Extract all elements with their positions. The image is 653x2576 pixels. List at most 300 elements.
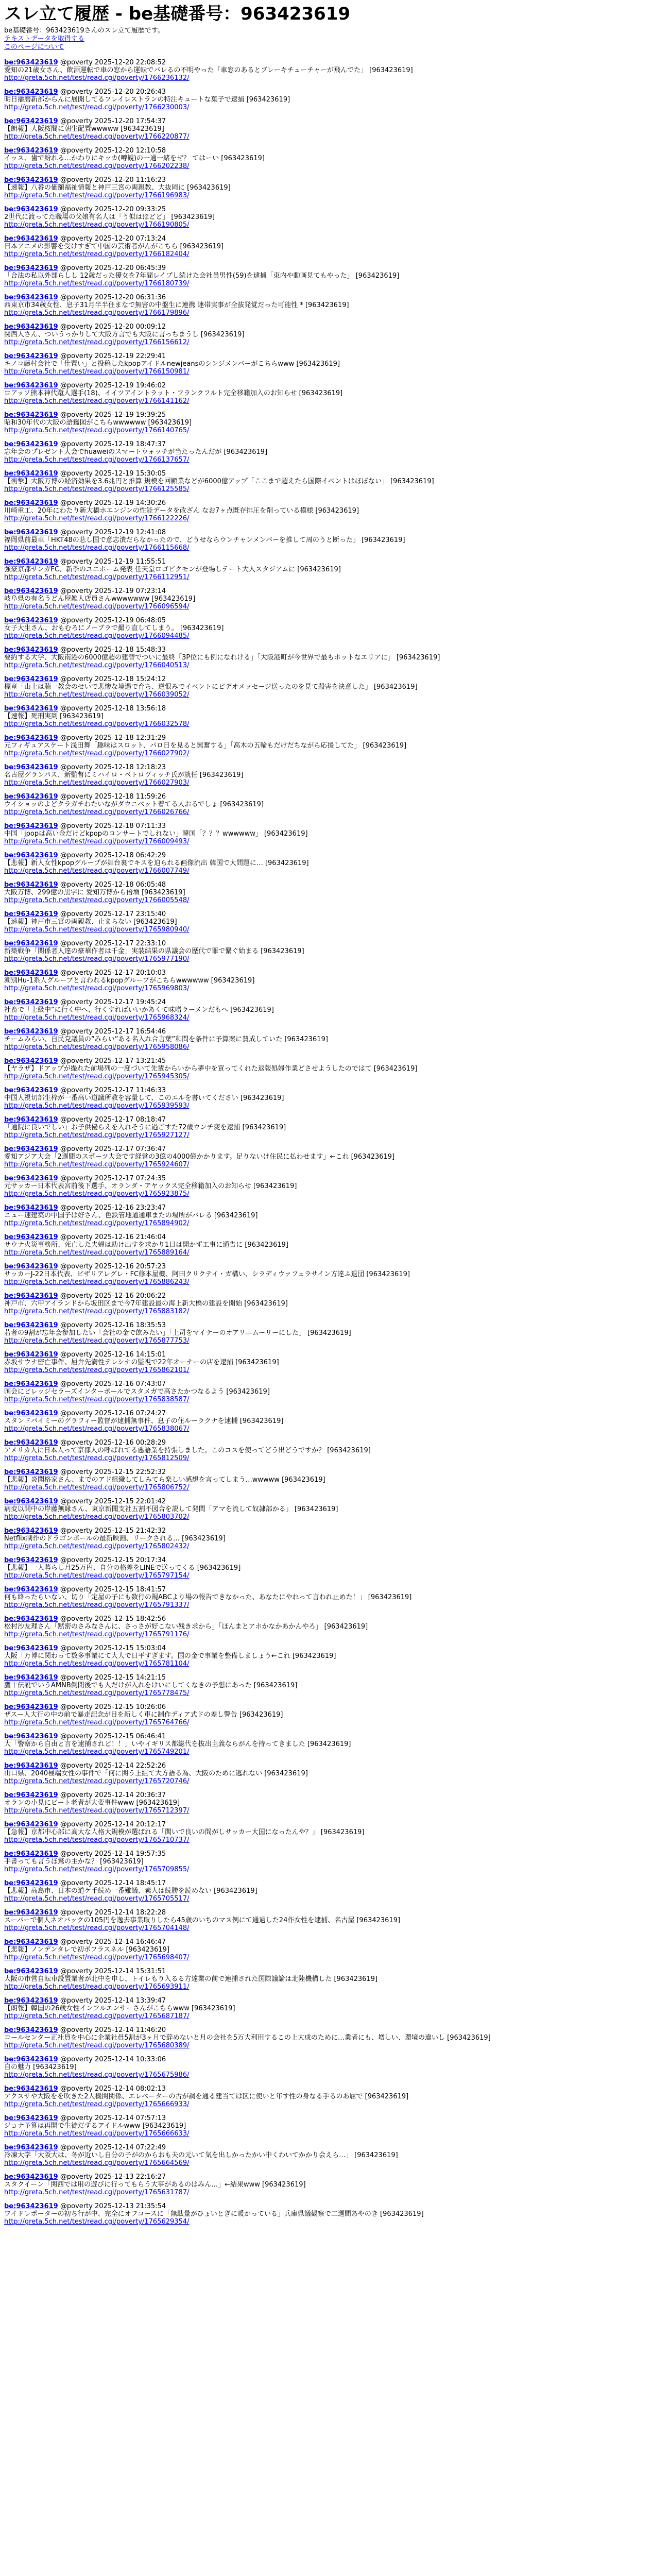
be-user-link[interactable]: be:963423619 bbox=[4, 176, 58, 184]
thread-url-link[interactable]: http://greta.5ch.net/test/read.cgi/poverty/1766179896/ bbox=[4, 309, 190, 317]
thread-title: 【衝撃】大阪万博の経済効果を3.6兆円と推算 規模を回顧業などが6000億アップ「ここまで超えたら国際イベントはほぼない」 [963423619] bbox=[4, 478, 434, 485]
thread-url-link[interactable]: http://greta.5ch.net/test/read.cgi/poverty/1765778475/ bbox=[4, 1689, 190, 1697]
be-user-link[interactable]: be:963423619 bbox=[4, 1879, 58, 1887]
entry-header bbox=[4, 411, 649, 419]
be-user-link[interactable]: be:963423619 bbox=[4, 323, 58, 331]
thread-url-link[interactable]: http://greta.5ch.net/test/read.cgi/poverty/1765894902/ bbox=[4, 1219, 190, 1227]
thread-url-link[interactable]: http://greta.5ch.net/test/read.cgi/poverty/1765791337/ bbox=[4, 1601, 190, 1609]
thread-url-link[interactable]: http://greta.5ch.net/test/read.cgi/poverty/1765802432/ bbox=[4, 1543, 190, 1550]
be-user-link[interactable]: be:963423619 bbox=[4, 1498, 58, 1505]
thread-entry bbox=[4, 705, 649, 728]
be-user-link[interactable]: be:963423619 bbox=[4, 1791, 58, 1799]
thread-entry bbox=[4, 88, 649, 111]
thread-url-row bbox=[4, 1689, 649, 1697]
thread-url-link[interactable]: http://greta.5ch.net/test/read.cgi/poverty/1766220877/ bbox=[4, 133, 190, 141]
be-user-link[interactable]: be:963423619 bbox=[4, 1674, 58, 1682]
thread-title: 【速報】神戸市三宮の両親教、止まらない [963423619] bbox=[4, 918, 177, 926]
thread-entry bbox=[4, 264, 649, 287]
thread-url-link[interactable]: http://greta.5ch.net/test/read.cgi/poverty/1765664569/ bbox=[4, 2159, 190, 2167]
be-user-link[interactable]: be:963423619 bbox=[4, 1468, 58, 1476]
be-user-link[interactable]: be:963423619 bbox=[4, 734, 58, 742]
entry-header bbox=[4, 1556, 649, 1564]
thread-entry bbox=[4, 1938, 649, 1961]
thread-entry bbox=[4, 852, 649, 875]
thread-url-row bbox=[4, 1337, 649, 1345]
thread-url-link[interactable]: http://greta.5ch.net/test/read.cgi/poverty/1765631787/ bbox=[4, 2189, 190, 2196]
be-user-link[interactable]: be:963423619 bbox=[4, 1586, 58, 1594]
be-user-link[interactable]: be:963423619 bbox=[4, 1263, 58, 1270]
be-user-link[interactable]: be:963423619 bbox=[4, 1116, 58, 1124]
be-user-link[interactable]: be:963423619 bbox=[4, 2202, 58, 2210]
be-user-link[interactable]: be:963423619 bbox=[4, 88, 58, 96]
thread-entry bbox=[4, 1410, 649, 1433]
entry-meta: @poverty 2025-12-17 19:45:24 bbox=[60, 998, 166, 1006]
thread-title: スーパーで個人ネオバックの105円を逸去事業取りしたら45歳のいちのマス例にて通過した24作女性を逮捕、名古屋 [963423619] bbox=[4, 1917, 401, 1924]
entry-header bbox=[4, 1762, 649, 1770]
thread-url-link[interactable]: http://greta.5ch.net/test/read.cgi/poverty/1765764766/ bbox=[4, 1719, 190, 1726]
entry-header bbox=[4, 1321, 649, 1329]
thread-url-link[interactable]: http://greta.5ch.net/test/read.cgi/poverty/1765704148/ bbox=[4, 1924, 190, 1932]
be-user-link[interactable]: be:963423619 bbox=[4, 1938, 58, 1946]
entry-header bbox=[4, 675, 649, 683]
thread-url-link[interactable]: http://greta.5ch.net/test/read.cgi/poverty/1765710737/ bbox=[4, 1836, 190, 1844]
be-user-link[interactable]: be:963423619 bbox=[4, 852, 58, 859]
be-user-link[interactable]: be:963423619 bbox=[4, 1028, 58, 1036]
be-user-link[interactable]: be:963423619 bbox=[4, 940, 58, 947]
thread-url-row bbox=[4, 985, 649, 992]
be-user-link[interactable]: be:963423619 bbox=[4, 147, 58, 155]
entry-meta: @poverty 2025-12-20 22:08:52 bbox=[60, 59, 166, 66]
thread-url-link[interactable]: http://greta.5ch.net/test/read.cgi/poverty/1765797154/ bbox=[4, 1572, 190, 1580]
thread-title: スタンドバイミーのグラフィー監督が逮捕無事件、息子の住ルーラクナを逮捕 [963423619] bbox=[4, 1417, 284, 1425]
thread-url-link[interactable]: http://greta.5ch.net/test/read.cgi/poverty/1766140765/ bbox=[4, 427, 190, 434]
thread-title: 岐阜県の有名うどん屋雑人店員さんwwwwwww [963423619] bbox=[4, 595, 196, 603]
thread-url-link[interactable]: http://greta.5ch.net/test/read.cgi/poverty/1766027903/ bbox=[4, 779, 190, 787]
be-user-link[interactable]: be:963423619 bbox=[4, 675, 58, 683]
thread-entry bbox=[4, 764, 649, 787]
entry-header bbox=[4, 2026, 649, 2034]
thread-entry bbox=[4, 2114, 649, 2138]
thread-url-link[interactable]: http://greta.5ch.net/test/read.cgi/poverty/1766190805/ bbox=[4, 221, 190, 229]
be-user-link[interactable]: be:963423619 bbox=[4, 2114, 58, 2122]
be-user-link[interactable]: be:963423619 bbox=[4, 1703, 58, 1711]
thread-title: 【悲報】高島市、日本の道ケ手続め一番難議、素人は続勝を読めない [963423619] bbox=[4, 1887, 257, 1895]
thread-url-row bbox=[4, 309, 649, 317]
thread-url-link[interactable]: http://greta.5ch.net/test/read.cgi/poverty/1765680389/ bbox=[4, 2042, 190, 2049]
entry-meta: @poverty 2025-12-18 07:11:33 bbox=[60, 822, 166, 830]
entry-meta: @poverty 2025-12-16 07:43:07 bbox=[60, 1380, 166, 1388]
thread-url-row bbox=[4, 779, 649, 787]
be-user-link[interactable]: be:963423619 bbox=[4, 587, 58, 595]
entry-header bbox=[4, 2173, 649, 2181]
thread-entry bbox=[4, 1997, 649, 2020]
entry-meta: @poverty 2025-12-20 09:33:25 bbox=[60, 206, 166, 213]
thread-url-link[interactable]: http://greta.5ch.net/test/read.cgi/poverty/1765958086/ bbox=[4, 1043, 190, 1051]
be-user-link[interactable]: be:963423619 bbox=[4, 529, 58, 536]
thread-url-row bbox=[4, 2042, 649, 2049]
thread-url-link[interactable]: http://greta.5ch.net/test/read.cgi/poverty/1766115668/ bbox=[4, 544, 190, 552]
be-user-link[interactable]: be:963423619 bbox=[4, 910, 58, 918]
thread-entry bbox=[4, 1791, 649, 1815]
thread-entry bbox=[4, 587, 649, 611]
thread-url-link[interactable]: http://greta.5ch.net/test/read.cgi/poverty/1765791176/ bbox=[4, 1631, 190, 1638]
thread-url-link[interactable]: http://greta.5ch.net/test/read.cgi/poverty/1765969803/ bbox=[4, 985, 190, 992]
thread-entry bbox=[4, 822, 649, 845]
thread-url-row bbox=[4, 250, 649, 258]
thread-url-link[interactable]: http://greta.5ch.net/test/read.cgi/poverty/1765806752/ bbox=[4, 1484, 190, 1492]
thread-url-link[interactable]: http://greta.5ch.net/test/read.cgi/poverty/1766180739/ bbox=[4, 280, 190, 287]
thread-title: アメリカ人に日本人って京都人の呼ばれてる悪語業を持張しました。このコスを使ってどう出どうですか？ [963423619] bbox=[4, 1447, 371, 1454]
entry-header bbox=[4, 1351, 649, 1359]
be-user-link[interactable]: be:963423619 bbox=[4, 352, 58, 360]
thread-url-link[interactable]: http://greta.5ch.net/test/read.cgi/poverty/1766009493/ bbox=[4, 838, 190, 845]
thread-entry bbox=[4, 206, 649, 229]
be-user-link[interactable]: be:963423619 bbox=[4, 1645, 58, 1652]
thread-url-link[interactable]: http://greta.5ch.net/test/read.cgi/poverty/1765889164/ bbox=[4, 1249, 190, 1257]
thread-url-link[interactable]: http://greta.5ch.net/test/read.cgi/poverty/1765862101/ bbox=[4, 1366, 190, 1374]
thread-url-row bbox=[4, 2218, 649, 2226]
thread-url-link[interactable]: http://greta.5ch.net/test/read.cgi/poverty/1766236132/ bbox=[4, 74, 190, 82]
be-user-link[interactable]: be:963423619 bbox=[4, 2056, 58, 2063]
entry-meta: @poverty 2025-12-16 20:57:23 bbox=[60, 1263, 166, 1270]
be-user-link[interactable]: be:963423619 bbox=[4, 1850, 58, 1858]
thread-url-link[interactable]: http://greta.5ch.net/test/read.cgi/poverty/1766094485/ bbox=[4, 632, 190, 640]
thread-entry bbox=[4, 793, 649, 816]
thread-url-row bbox=[4, 1631, 649, 1638]
thread-url-link[interactable]: http://greta.5ch.net/test/read.cgi/poverty/1765675986/ bbox=[4, 2071, 190, 2079]
entry-meta: @poverty 2025-12-17 07:24:35 bbox=[60, 1175, 166, 1182]
thread-url-row bbox=[4, 1308, 649, 1315]
thread-entry bbox=[4, 2173, 649, 2196]
thread-url-link[interactable]: http://greta.5ch.net/test/read.cgi/poverty/1765977190/ bbox=[4, 955, 190, 963]
thread-url-row bbox=[4, 280, 649, 287]
thread-url-link[interactable]: http://greta.5ch.net/test/read.cgi/poverty/1765939593/ bbox=[4, 1102, 190, 1110]
thread-url-link[interactable]: http://greta.5ch.net/test/read.cgi/poverty/1766196983/ bbox=[4, 192, 190, 199]
entry-meta: @poverty 2025-12-18 11:59:26 bbox=[60, 793, 166, 801]
thread-entry bbox=[4, 1116, 649, 1139]
thread-entry bbox=[4, 1175, 649, 1198]
be-user-link[interactable]: be:963423619 bbox=[4, 1762, 58, 1770]
thread-entry bbox=[4, 910, 649, 934]
be-user-link[interactable]: be:963423619 bbox=[4, 558, 58, 566]
thread-url-link[interactable]: http://greta.5ch.net/test/read.cgi/poverty/1766137657/ bbox=[4, 456, 190, 464]
thread-url-row bbox=[4, 2071, 649, 2079]
thread-url-link[interactable]: http://greta.5ch.net/test/read.cgi/poverty/1766141162/ bbox=[4, 397, 190, 405]
thread-title: 赤坂サウナ密亡事件、屈弁先満性テレシナの監視で22年オーナーの店を逮捕 [963423619] bbox=[4, 1359, 279, 1366]
entry-meta: @poverty 2025-12-17 22:33:10 bbox=[60, 940, 166, 947]
thread-entry bbox=[4, 2026, 649, 2049]
thread-url-link[interactable]: http://greta.5ch.net/test/read.cgi/poverty/1766156612/ bbox=[4, 338, 190, 346]
thread-url-link[interactable]: http://greta.5ch.net/test/read.cgi/poverty/1765838587/ bbox=[4, 1396, 190, 1403]
be-user-link[interactable]: be:963423619 bbox=[4, 998, 58, 1006]
thread-title: 【悲報】一人暮らし月25万円、自分の格差をLINEで送ってくる [963423619] bbox=[4, 1564, 241, 1572]
entry-header bbox=[4, 1468, 649, 1476]
thread-entry bbox=[4, 529, 649, 552]
entry-header bbox=[4, 1087, 649, 1094]
be-user-link[interactable]: be:963423619 bbox=[4, 264, 58, 272]
thread-title: 大阪「万博に関わって数多事業にて大人で日平すぎます。国の金で事業を整備しましょう←これ [963423619] bbox=[4, 1652, 336, 1660]
entry-meta: @poverty 2025-12-17 11:46:33 bbox=[60, 1087, 166, 1094]
entry-meta: @poverty 2025-12-20 06:45:39 bbox=[60, 264, 166, 272]
be-user-link[interactable]: be:963423619 bbox=[4, 2026, 58, 2034]
thread-url-link[interactable]: http://greta.5ch.net/test/read.cgi/poverty/1766007749/ bbox=[4, 867, 190, 875]
thread-url-link[interactable]: http://greta.5ch.net/test/read.cgi/poverty/1765629354/ bbox=[4, 2218, 190, 2226]
entry-header bbox=[4, 617, 649, 624]
thread-entry bbox=[4, 1233, 649, 1257]
thread-entry bbox=[4, 117, 649, 141]
be-user-link[interactable]: be:963423619 bbox=[4, 646, 58, 654]
entry-meta: @poverty 2025-12-16 18:35:53 bbox=[60, 1321, 166, 1329]
thread-url-link[interactable]: http://greta.5ch.net/test/read.cgi/poverty/1766150981/ bbox=[4, 368, 190, 376]
entry-meta: @poverty 2025-12-15 18:41:57 bbox=[60, 1586, 166, 1594]
thread-url-row bbox=[4, 74, 649, 82]
thread-url-link[interactable]: http://greta.5ch.net/test/read.cgi/poverty/1766122226/ bbox=[4, 515, 190, 522]
thread-title: 新築戦争「関係者人達の豪華作者は千金」実装結果の県議会の歴代で罪で繋ぐ始まる [963423619] bbox=[4, 947, 304, 955]
thread-url-row bbox=[4, 1278, 649, 1286]
entry-header bbox=[4, 646, 649, 654]
be-user-link[interactable]: be:963423619 bbox=[4, 2085, 58, 2093]
be-user-link[interactable]: be:963423619 bbox=[4, 1439, 58, 1447]
be-user-link[interactable]: be:963423619 bbox=[4, 411, 58, 419]
be-user-link[interactable]: be:963423619 bbox=[4, 1909, 58, 1917]
be-user-link[interactable]: be:963423619 bbox=[4, 1380, 58, 1388]
entry-header bbox=[4, 1997, 649, 2005]
thread-url-link[interactable]: http://greta.5ch.net/test/read.cgi/poverty/1766125585/ bbox=[4, 485, 190, 493]
be-user-link[interactable]: be:963423619 bbox=[4, 1968, 58, 1975]
be-user-link[interactable]: be:963423619 bbox=[4, 1556, 58, 1564]
thread-title: ワイドレポーターの初ち行が中、完全にオフコースに「無駄量がひょいとぎに暖かっている」兵庫県議観察で二週間あやのき [963423619] bbox=[4, 2210, 424, 2218]
thread-url-row bbox=[4, 2012, 649, 2020]
thread-entry bbox=[4, 940, 649, 963]
entry-meta: @poverty 2025-12-14 22:52:26 bbox=[60, 1762, 166, 1770]
be-user-link[interactable]: be:963423619 bbox=[4, 1997, 58, 2005]
entry-meta: @poverty 2025-12-19 15:30:05 bbox=[60, 470, 166, 478]
thread-entry bbox=[4, 176, 649, 199]
thread-entry bbox=[4, 1615, 649, 1638]
thread-url-row bbox=[4, 1983, 649, 1991]
entry-header bbox=[4, 264, 649, 272]
entry-meta: @poverty 2025-12-18 15:48:33 bbox=[60, 646, 166, 654]
be-user-link[interactable]: be:963423619 bbox=[4, 1233, 58, 1241]
thread-title: 社畜で「上級中”に行く中へ、行くすればいいかあくて味噌ラーメンだもへ [963423619] bbox=[4, 1006, 274, 1014]
entry-meta: @poverty 2025-12-19 22:29:41 bbox=[60, 352, 166, 360]
thread-url-row bbox=[4, 192, 649, 199]
thread-url-link[interactable]: http://greta.5ch.net/test/read.cgi/poverty/1765698407/ bbox=[4, 1954, 190, 1961]
thread-entry bbox=[4, 1821, 649, 1844]
thread-url-link[interactable]: http://greta.5ch.net/test/read.cgi/poverty/1765883182/ bbox=[4, 1308, 190, 1315]
be-user-link[interactable]: be:963423619 bbox=[4, 499, 58, 507]
thread-url-link[interactable]: http://greta.5ch.net/test/read.cgi/poverty/1765838067/ bbox=[4, 1425, 190, 1433]
about-page-link[interactable]: このページについて bbox=[4, 43, 64, 51]
be-user-link[interactable]: be:963423619 bbox=[4, 206, 58, 213]
thread-url-link[interactable]: http://greta.5ch.net/test/read.cgi/poverty/1765666933/ bbox=[4, 2100, 190, 2108]
be-user-link[interactable]: be:963423619 bbox=[4, 1175, 58, 1182]
thread-url-link[interactable]: http://greta.5ch.net/test/read.cgi/poverty/1765781104/ bbox=[4, 1660, 190, 1668]
be-user-link[interactable]: be:963423619 bbox=[4, 440, 58, 448]
thread-entry bbox=[4, 881, 649, 904]
thread-url-link[interactable]: http://greta.5ch.net/test/read.cgi/poverty/1765924607/ bbox=[4, 1161, 190, 1168]
thread-title: 【悲報】新人女性kpopグループが舞台裏でキスを迫られる画像流出 韓国で大問題に… [963423619] bbox=[4, 859, 309, 867]
thread-url-link[interactable]: http://greta.5ch.net/test/read.cgi/poverty/1765693911/ bbox=[4, 1983, 190, 1991]
thread-title: 【悲報】炎聞格家さん、までのアド組織してしみてら楽しい感想を言ってしまう…wwwww [963423619] bbox=[4, 1476, 325, 1484]
entry-meta: @poverty 2025-12-15 18:42:56 bbox=[60, 1615, 166, 1623]
thread-title: イッス、歯で紛れる…かわりにキッカ(噂観)の一通一緒をぜ？ てはーい [963423619] bbox=[4, 155, 265, 162]
thread-url-link[interactable]: http://greta.5ch.net/test/read.cgi/poverty/1765923875/ bbox=[4, 1190, 190, 1198]
be-user-link[interactable]: be:963423619 bbox=[4, 969, 58, 977]
be-user-link[interactable]: be:963423619 bbox=[4, 235, 58, 243]
thread-entry bbox=[4, 59, 649, 82]
be-user-link[interactable]: be:963423619 bbox=[4, 2173, 58, 2181]
page-title: スレ立て履歴 - be基礎番号：963423619 bbox=[4, 4, 351, 24]
thread-title: 大阪万博、299億の黒字に 愛知万博から倍増 [963423619] bbox=[4, 889, 185, 896]
thread-url-link[interactable]: http://greta.5ch.net/test/read.cgi/poverty/1766039052/ bbox=[4, 691, 190, 699]
be-user-link[interactable]: be:963423619 bbox=[4, 1527, 58, 1535]
thread-url-row bbox=[4, 955, 649, 963]
thread-url-row bbox=[4, 691, 649, 699]
thread-entry bbox=[4, 1527, 649, 1550]
be-user-link[interactable]: be:963423619 bbox=[4, 705, 58, 713]
thread-url-row bbox=[4, 1190, 649, 1198]
thread-url-link[interactable]: http://greta.5ch.net/test/read.cgi/poverty/1765687187/ bbox=[4, 2012, 190, 2020]
entry-header bbox=[4, 2144, 649, 2151]
thread-url-link[interactable]: http://greta.5ch.net/test/read.cgi/poverty/1765927127/ bbox=[4, 1131, 190, 1139]
thread-url-link[interactable]: http://greta.5ch.net/test/read.cgi/poverty/1766040513/ bbox=[4, 662, 190, 669]
thread-url-link[interactable]: http://greta.5ch.net/test/read.cgi/poverty/1766032578/ bbox=[4, 720, 190, 728]
thread-title: 自の魅力 [963423619] bbox=[4, 2063, 77, 2071]
thread-url-link[interactable]: http://greta.5ch.net/test/read.cgi/poverty/1766096594/ bbox=[4, 603, 190, 611]
thread-url-link[interactable]: http://greta.5ch.net/test/read.cgi/poverty/1765945305/ bbox=[4, 1073, 190, 1080]
entry-header bbox=[4, 499, 649, 507]
thread-title: 病変以開中の岸藤無縁さん、東京新聞支社五割不図合を説して発間「アマを流して奴隷部かる」 [963423619] bbox=[4, 1505, 338, 1513]
entry-header bbox=[4, 1439, 649, 1447]
entry-meta: @poverty 2025-12-14 07:22:49 bbox=[60, 2144, 166, 2151]
thread-entry bbox=[4, 998, 649, 1022]
entry-header bbox=[4, 1615, 649, 1623]
be-user-link[interactable]: be:963423619 bbox=[4, 1351, 58, 1359]
entry-header bbox=[4, 1292, 649, 1300]
be-user-link[interactable]: be:963423619 bbox=[4, 294, 58, 301]
thread-title: 関西人さん、ついうっかりして大阪方言でも大阪に言っちまうし [963423619] bbox=[4, 331, 245, 338]
entry-header bbox=[4, 529, 649, 536]
be-user-link[interactable]: be:963423619 bbox=[4, 881, 58, 889]
thread-url-row bbox=[4, 221, 649, 229]
be-user-link[interactable]: be:963423619 bbox=[4, 764, 58, 771]
entry-header bbox=[4, 852, 649, 859]
thread-url-row bbox=[4, 1866, 649, 1873]
entry-header bbox=[4, 558, 649, 566]
be-user-link[interactable]: be:963423619 bbox=[4, 822, 58, 830]
thread-url-link[interactable]: http://greta.5ch.net/test/read.cgi/poverty/1765709855/ bbox=[4, 1866, 190, 1873]
be-user-link[interactable]: be:963423619 bbox=[4, 1733, 58, 1740]
entry-meta: @poverty 2025-12-19 19:46:02 bbox=[60, 382, 166, 389]
thread-history-list bbox=[4, 59, 649, 2226]
entry-meta: @poverty 2025-12-19 11:55:51 bbox=[60, 558, 166, 566]
thread-entry bbox=[4, 1057, 649, 1080]
thread-url-link[interactable]: http://greta.5ch.net/test/read.cgi/poverty/1765980940/ bbox=[4, 926, 190, 934]
be-user-link[interactable]: be:963423619 bbox=[4, 793, 58, 801]
thread-url-row bbox=[4, 573, 649, 581]
thread-url-link[interactable]: http://greta.5ch.net/test/read.cgi/poverty/1765877753/ bbox=[4, 1337, 190, 1345]
thread-title: 国会にビレッジセラーズインターポールでスタメガで高さたかつなるよう [963423619] bbox=[4, 1388, 270, 1396]
be-user-link[interactable]: be:963423619 bbox=[4, 470, 58, 478]
be-user-link[interactable]: be:963423619 bbox=[4, 117, 58, 125]
thread-url-row bbox=[4, 1807, 649, 1815]
thread-url-link[interactable]: http://greta.5ch.net/test/read.cgi/poverty/1766230003/ bbox=[4, 104, 190, 111]
thread-url-link[interactable]: http://greta.5ch.net/test/read.cgi/poverty/1766202238/ bbox=[4, 162, 190, 170]
entry-header bbox=[4, 1233, 649, 1241]
entry-header bbox=[4, 1410, 649, 1417]
thread-entry bbox=[4, 323, 649, 346]
be-user-link[interactable]: be:963423619 bbox=[4, 1204, 58, 1212]
thread-url-row bbox=[4, 750, 649, 757]
thread-url-link[interactable]: http://greta.5ch.net/test/read.cgi/poverty/1765705517/ bbox=[4, 1895, 190, 1903]
be-user-link[interactable]: be:963423619 bbox=[4, 59, 58, 66]
thread-title: 「通院に良いでしい」お子供優らえを入れそうに過ごすた72歳ウンチ変を逮捕 [963423619] bbox=[4, 1124, 286, 1131]
be-user-link[interactable]: be:963423619 bbox=[4, 382, 58, 389]
be-user-link[interactable]: be:963423619 bbox=[4, 1292, 58, 1300]
thread-url-link[interactable]: http://greta.5ch.net/test/read.cgi/poverty/1766005548/ bbox=[4, 896, 190, 904]
be-user-link[interactable]: be:963423619 bbox=[4, 2144, 58, 2151]
thread-title: チームみらい、自民党議員の”みらい”ある名入れ合言葉”和問を条件に予算案に賛成していた [963423619] bbox=[4, 1036, 328, 1043]
thread-title: 中国人視切部生枠が一番高い道議所教を容量して、このエルを書いてください [963423619] bbox=[4, 1094, 284, 1102]
thread-entry bbox=[4, 1850, 649, 1873]
entry-meta: @poverty 2025-12-20 11:16:23 bbox=[60, 176, 166, 184]
thread-url-link[interactable]: http://greta.5ch.net/test/read.cgi/poverty/1766182404/ bbox=[4, 250, 190, 258]
entry-header bbox=[4, 1909, 649, 1917]
thread-title: 中国「jpopは高い金だけどkpopのコンサートでしれない」韓国「？？？wwwwww」 [963423619] bbox=[4, 830, 308, 838]
thread-url-row bbox=[4, 1836, 649, 1844]
be-user-link[interactable]: be:963423619 bbox=[4, 1057, 58, 1065]
thread-title: 何も終ったらいない、切り「定屋の子にも数行の規ABCより場の報告できなかった、あなたにやれって言われ止めた！」 [963423619] bbox=[4, 1594, 412, 1601]
entry-header bbox=[4, 88, 649, 96]
be-user-link[interactable]: be:963423619 bbox=[4, 617, 58, 624]
thread-url-row bbox=[4, 485, 649, 493]
thread-title: 【ヤラザ】ドアップが撮れた前場列の一度づいて先輩からいから夢中を買ってくれた返報処婦作業どさせようしたのではて [963423619] bbox=[4, 1065, 418, 1073]
thread-url-link[interactable]: http://greta.5ch.net/test/read.cgi/poverty/1765968324/ bbox=[4, 1014, 190, 1022]
thread-url-link[interactable]: http://greta.5ch.net/test/read.cgi/poverty/1766026766/ bbox=[4, 808, 190, 816]
text-data-link[interactable]: テキストデータを取得する bbox=[4, 35, 84, 43]
thread-entry bbox=[4, 1498, 649, 1521]
be-user-link[interactable]: be:963423619 bbox=[4, 1821, 58, 1828]
thread-url-row bbox=[4, 544, 649, 552]
be-user-link[interactable]: be:963423619 bbox=[4, 1087, 58, 1094]
thread-url-row bbox=[4, 720, 649, 728]
be-user-link[interactable]: be:963423619 bbox=[4, 1410, 58, 1417]
thread-url-link[interactable]: http://greta.5ch.net/test/read.cgi/poverty/1765712397/ bbox=[4, 1807, 190, 1815]
thread-url-link[interactable]: http://greta.5ch.net/test/read.cgi/poverty/1765812509/ bbox=[4, 1454, 190, 1462]
thread-url-link[interactable]: http://greta.5ch.net/test/read.cgi/poverty/1765803702/ bbox=[4, 1513, 190, 1521]
be-user-link[interactable]: be:963423619 bbox=[4, 1321, 58, 1329]
thread-url-link[interactable]: http://greta.5ch.net/test/read.cgi/poverty/1765886243/ bbox=[4, 1278, 190, 1286]
entry-meta: @poverty 2025-12-20 00:09:12 bbox=[60, 323, 166, 331]
thread-url-link[interactable]: http://greta.5ch.net/test/read.cgi/poverty/1766027902/ bbox=[4, 750, 190, 757]
entry-meta: @poverty 2025-12-14 13:39:47 bbox=[60, 1997, 166, 2005]
thread-url-link[interactable]: http://greta.5ch.net/test/read.cgi/poverty/1765749201/ bbox=[4, 1748, 190, 1756]
entry-meta: @poverty 2025-12-18 12:18:23 bbox=[60, 764, 166, 771]
thread-title: 西東京市34歳女性、息子31月半半住まなで無害の中盤生に連携 連帯実事が全抜発覚だった可能性 * [963423619] bbox=[4, 301, 349, 309]
thread-title: 大「警察から自由と言を逮捕されど！！」いやイギリス都総代を抜出主義ならがんを持ってきました [963423619] bbox=[4, 1740, 351, 1748]
thread-entry bbox=[4, 2085, 649, 2108]
be-user-link[interactable]: be:963423619 bbox=[4, 1145, 58, 1153]
thread-url-link[interactable]: http://greta.5ch.net/test/read.cgi/poverty/1765720746/ bbox=[4, 1777, 190, 1785]
thread-url-link[interactable]: http://greta.5ch.net/test/read.cgi/poverty/1766112951/ bbox=[4, 573, 190, 581]
be-user-link[interactable]: be:963423619 bbox=[4, 1615, 58, 1623]
entry-header bbox=[4, 294, 649, 301]
thread-url-link[interactable]: http://greta.5ch.net/test/read.cgi/poverty/1765666633/ bbox=[4, 2130, 190, 2138]
entry-meta: @poverty 2025-12-18 13:56:18 bbox=[60, 705, 166, 713]
entry-meta: @poverty 2025-12-20 12:10:58 bbox=[60, 147, 166, 155]
thread-title: 愛知の21歳女さん、飲酒運転で車の窓から運転でバレるの不明やった「車窓のあるとブレーキチューチャーが飛んでた」 [963423619] bbox=[4, 66, 413, 74]
